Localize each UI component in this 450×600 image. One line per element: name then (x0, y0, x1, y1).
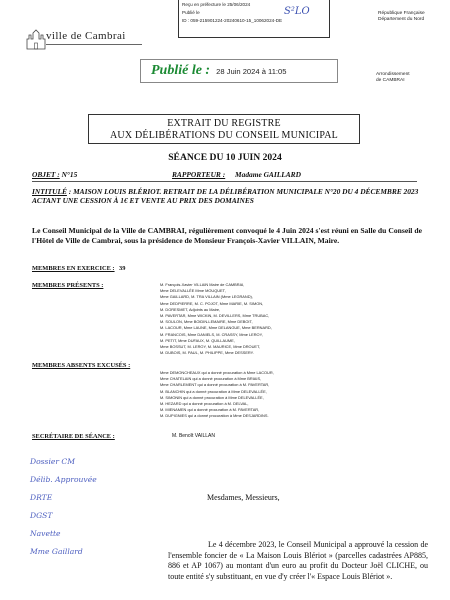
department-line: Département du Nord (378, 17, 425, 22)
objet-number: N°15 (61, 170, 78, 179)
objet-label: OBJET : (32, 170, 60, 179)
handwritten-stamp-mark: S²LO (284, 6, 310, 17)
list-item: Mme BOSSUT, M. LEROY, M. MAURICE, Mme DROUET, (160, 344, 261, 350)
list-item: M. SOULON, Mme BOIDIN-LEMAIRE, Mme DEBOIT, (160, 319, 253, 325)
list-item: M. FRANCOIS, Mme DANIELS, M. CRASSY, Mme LEROY, (160, 331, 263, 337)
members-absent-list (160, 370, 274, 420)
intitule-block (32, 187, 422, 206)
list-item: M. DUBOIS, M. PAUL, M. PHILIPPE, Mme DESSERY. (160, 350, 254, 356)
objet-line (32, 170, 77, 179)
republic-header (378, 11, 425, 23)
list-item: Mme DELEVALLÉE Mme MOUQUET, (160, 288, 226, 294)
stamp-id-line: ID : 059-215901224-20240610-15_10062024-DE (182, 18, 283, 23)
list-item: Mme CHARLEMENT qui a donné procuration à M. PAVERTAR, (160, 382, 270, 388)
list-item: M. LACOUR, Mme LAUNE, Mme DELANGUE, Mme BERNARD, (160, 325, 272, 331)
handwritten-notes (30, 453, 122, 581)
arrondissement-city-line: de CAMBRAI (376, 78, 405, 83)
members-present-label: MEMBRES PRÉSENTS : (32, 282, 104, 289)
list-item: Mme CHATELAIN qui a donné procuration à Mme BRIAIS, (160, 376, 262, 382)
city-emblem-icon (24, 29, 48, 51)
list-item: M. SIMONIN qui a donné procuration à Mme DELEVALLÉE, (160, 394, 264, 400)
list-item: M. François-Xavier VILLAIN Maire de CAMBRAI, (160, 282, 245, 287)
members-exercise-label: MEMBRES EN EXERCICE : (32, 265, 115, 272)
logo-underline (46, 44, 142, 45)
rapporteur-line (172, 170, 301, 179)
list-item: M. DORESMET, Adjoints au Maire, (160, 306, 221, 312)
title-line-1: EXTRAIT DU REGISTRE (167, 118, 281, 129)
list-item: M. PAVERTAR, Mme WICKIN, M. DEVILLERS, Mme TRUBAC, (160, 313, 270, 319)
members-present-list (160, 282, 272, 356)
document-title-box (88, 114, 360, 144)
publication-box (140, 59, 338, 83)
republic-line: République Française (378, 11, 425, 16)
note-line: Navette (30, 529, 61, 538)
seance-date: SÉANCE DU 10 JUIN 2024 (168, 152, 282, 163)
publication-label: Publié le : (151, 63, 211, 78)
note-line: Délib. Approuvée (30, 475, 97, 484)
list-item: M. MIENAMEN qui a donné procuration à M. PAVERTAR, (160, 407, 260, 413)
secretary-name: M. Benoît VAILLAN (172, 433, 215, 439)
title-line-2: AUX DÉLIBÉRATIONS DU CONSEIL MUNICIPAL (110, 130, 338, 141)
list-item: M. PETIT, Mme DUFAUX, M. QUILLAUME, (160, 337, 235, 343)
intitule-label: INTITULÉ (32, 187, 67, 196)
members-absent-label: MEMBRES ABSENTS EXCUSÉS : (32, 362, 131, 369)
members-exercise-count: 39 (119, 265, 126, 272)
salutation: Mesdames, Messieurs, (207, 493, 280, 502)
list-item: M. BLANCHIN qui a donné procuration à Mme DELEVALLÉE, (160, 388, 267, 394)
list-item: Mme DEDPIERRE, M. C. POJOT, Mme MARIE, M. SIMON, (160, 300, 264, 306)
list-item: M. HEZARD qui a donné procuration à M. DELVAL, (160, 401, 249, 407)
intitule-text: : MAISON LOUIS BLÉRIOT. RETRAIT DE LA DÉLIBÉRATION MUNICIPALE N°20 DU 4 DÉCEMBRE 2023 ACTANT UNE CESSION À 1€ ET VENTE AU PRIX DES DOMAINES (32, 187, 419, 206)
stamp-published-line: Publié le (182, 10, 200, 15)
stamp-received-line: Reçu en préfecture le 25/06/2024 (182, 2, 251, 7)
arrondissement-line: Arrondissement (376, 72, 410, 77)
city-logo (24, 29, 142, 59)
publication-date: 28 Juin 2024 à 11:05 (216, 66, 287, 76)
note-line: DRTE (30, 493, 53, 502)
rapporteur-label: RAPPORTEUR : (172, 170, 226, 179)
note-line: DGST (30, 511, 53, 520)
note-line: Mme Gaillard (30, 547, 83, 556)
body-paragraph: Le 4 décembre 2023, le Conseil Municipal a approuvé la cession de l'ensemble foncier de « La Maison Louis Blériot » (parcelles cadastrées AP885, 886 et AP 1067) au montant d'un euro au profit du Docteur Joël CLICHE, ou toute entité s'y substituant, en vue d'y créer l'« Espace Louis Blériot ». (168, 540, 428, 581)
logo-text: ville de Cambrai (46, 30, 126, 42)
divider (32, 181, 417, 182)
note-line: Dossier CM (30, 457, 76, 466)
rapporteur-name: Madame GAILLARD (235, 170, 301, 179)
intro-paragraph: Le Conseil Municipal de la Ville de CAMBRAI, régulièrement convoqué le 4 Juin 2024 s'est réuni en Salle du Conseil de l'Hôtel de Ville de Cambrai, sous la présidence de Monsieur François-Xavier VILLAIN, Maire. (32, 226, 422, 245)
list-item: M. DUPIGNIES qui a donné procuration à Mme DESJARDINS. (160, 413, 269, 419)
arrondissement-header (376, 72, 410, 84)
secretary-label: SECRÉTAIRE DE SÉANCE : (32, 433, 115, 440)
list-item: Mme DEMONCHEAUX qui a donné procuration à Mme LACOUR, (160, 370, 274, 375)
list-item: Mme GAILLARD, M. TRA VILLAIN (Mme LEGRAND), (160, 294, 253, 300)
